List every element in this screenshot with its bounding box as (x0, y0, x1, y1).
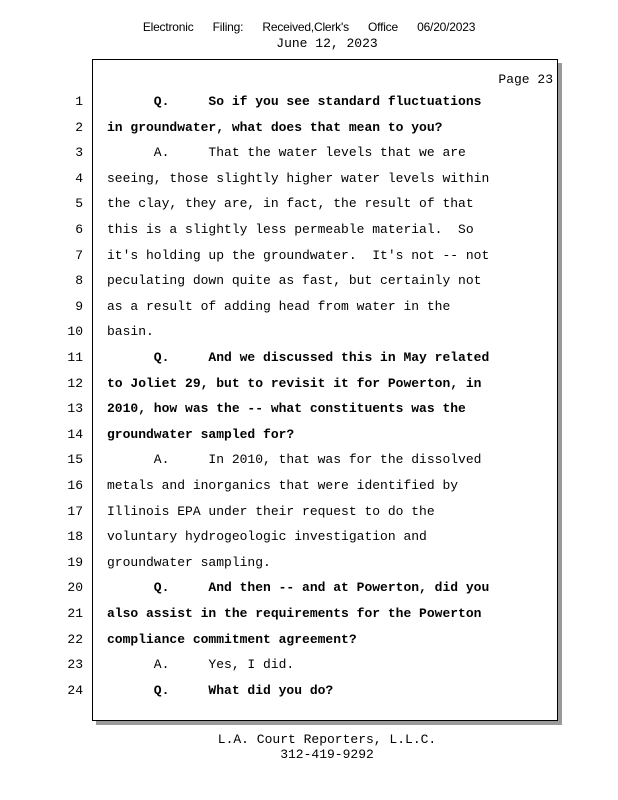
line-text: to Joliet 29, but to revisit it for Powerton, in (107, 375, 482, 391)
line-text: peculating down quite as fast, but certainly not (107, 273, 482, 289)
line-number: 12 (67, 375, 83, 391)
line-number: 11 (67, 350, 83, 365)
stamp-text: Received,Clerk's (262, 20, 349, 34)
transcript-line (75, 119, 618, 140)
line-number: 7 (75, 247, 83, 263)
stamp-text: Office (368, 20, 398, 34)
line-text: Q. So if you see standard fluctuations (107, 94, 482, 109)
transcript-line (67, 529, 618, 549)
line-text: Q. And we discussed this in May related (107, 350, 490, 365)
transcript-line (67, 657, 618, 677)
filing-stamp (0, 20, 618, 34)
transcript-line (75, 94, 618, 114)
line-text: it's holding up the groundwater. It's not -- not (107, 247, 490, 263)
transcript-frame (67, 59, 558, 721)
line-number: 4 (75, 170, 83, 186)
line-number: 16 (67, 478, 83, 493)
transcript-line (67, 375, 618, 396)
transcript-line (67, 478, 618, 498)
transcript-line (75, 273, 618, 293)
footer-phone: 312-419-9292 (280, 747, 374, 762)
line-text: metals and inorganics that were identified by (107, 478, 459, 493)
transcript-line (75, 170, 618, 191)
line-number: 8 (75, 273, 83, 289)
line-number: 18 (67, 529, 83, 545)
line-text: seeing, those slightly higher water levels within (107, 170, 490, 186)
transcript-line (75, 222, 618, 242)
line-text: A. That the water levels that we are (107, 145, 466, 161)
transcript-line (67, 554, 618, 575)
line-number: 23 (67, 657, 83, 673)
line-text: groundwater sampled for? (107, 426, 295, 442)
line-number: 19 (67, 554, 83, 570)
line-number: 3 (75, 145, 83, 161)
line-text: voluntary hydrogeologic investigation and (107, 529, 427, 545)
line-text: as a result of adding head from water in the (107, 298, 451, 314)
line-text: Illinois EPA under their request to do the (107, 503, 435, 519)
line-number: 6 (75, 222, 83, 237)
line-number: 17 (67, 503, 83, 519)
line-number: 5 (75, 196, 83, 212)
transcript-line (67, 503, 618, 524)
transcript-line (67, 682, 618, 703)
stamp-text: Electronic (142, 20, 194, 34)
transcript-line (67, 324, 618, 344)
line-text: basin. (107, 324, 154, 340)
line-number: 9 (75, 298, 83, 314)
page-number: Page 23 (498, 72, 553, 87)
transcript-line (67, 350, 618, 370)
line-text: compliance commitment agreement? (107, 631, 357, 647)
transcript-line (67, 401, 618, 421)
line-text: in groundwater, what does that mean to you? (107, 119, 443, 135)
transcript-line (67, 580, 618, 600)
line-number: 21 (67, 606, 83, 621)
line-text: Q. What did you do? (107, 682, 334, 698)
line-text: A. Yes, I did. (107, 657, 295, 673)
transcript-line (67, 606, 618, 626)
line-number: 1 (75, 94, 83, 109)
line-text: A. In 2010, that was for the dissolved (107, 452, 482, 468)
line-text: groundwater sampling. (107, 554, 271, 570)
transcript-line (75, 145, 618, 165)
line-number: 2 (75, 119, 83, 135)
stamp-text: Filing: (212, 20, 244, 34)
transcript-line (67, 631, 618, 652)
line-text: this is a slightly less permeable material. So (107, 222, 474, 237)
line-number: 14 (67, 426, 83, 442)
transcript-line (75, 247, 618, 268)
footer-company: L.A. Court Reporters, L.L.C. (217, 732, 437, 747)
transcript-line (75, 298, 618, 319)
transcript-line (67, 426, 618, 447)
line-text: also assist in the requirements for the Powerton (107, 606, 482, 621)
transcript-line (67, 452, 618, 472)
line-text: Q. And then -- and at Powerton, did you (107, 580, 490, 596)
transcript-line (75, 196, 618, 216)
line-text: 2010, how was the -- what constituents was the (107, 401, 466, 417)
transcript-date: June 12, 2023 (276, 36, 378, 51)
line-number: 13 (67, 401, 83, 417)
line-number: 22 (67, 631, 83, 647)
line-number: 20 (67, 580, 83, 596)
line-number: 15 (67, 452, 83, 468)
line-number: 10 (67, 324, 83, 340)
line-text: the clay, they are, in fact, the result of that (107, 196, 474, 212)
stamp-text: 06/20/2023 (417, 20, 476, 34)
line-number: 24 (67, 682, 83, 698)
